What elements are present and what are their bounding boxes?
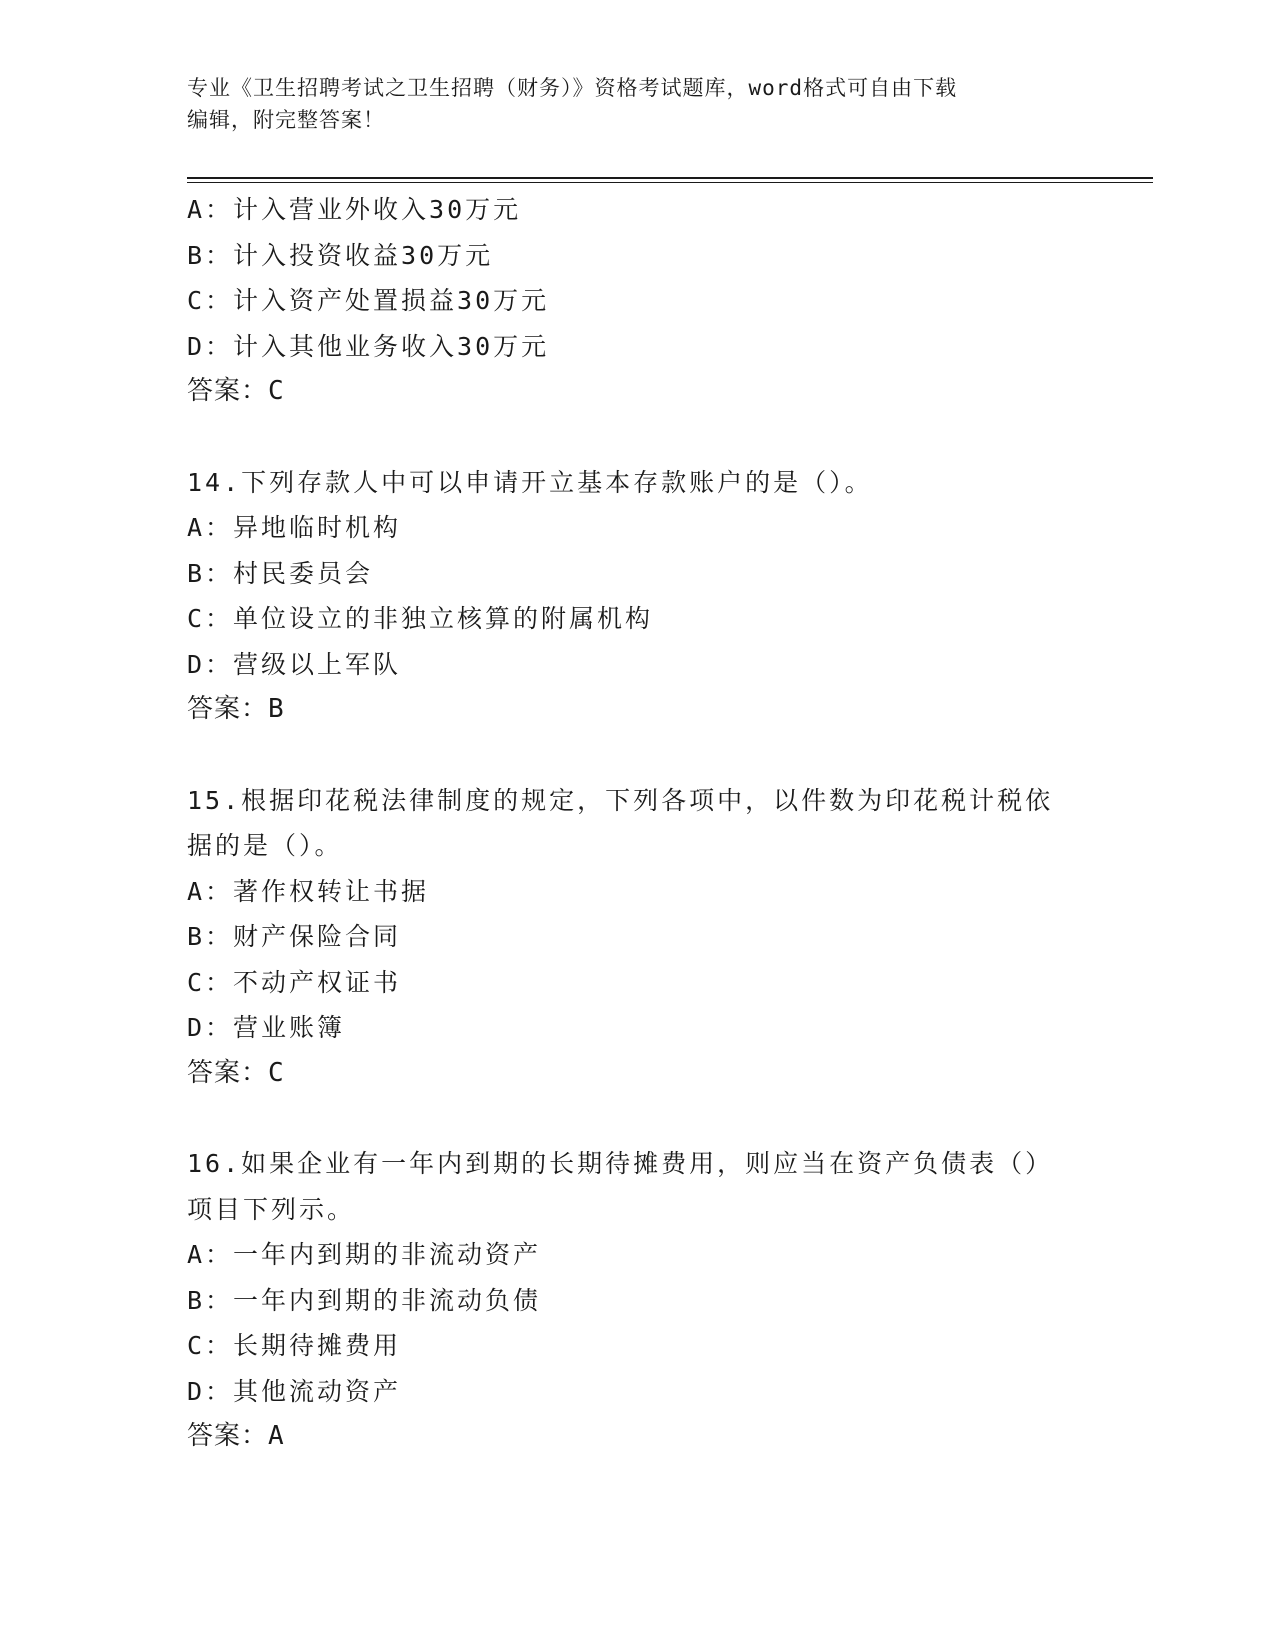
question-16 xyxy=(187,1141,1107,1460)
option-d: D：营级以上军队 xyxy=(187,649,402,679)
answer-label: 答案：C xyxy=(187,376,285,406)
question-stem-line: 16.如果企业有一年内到期的长期待摊费用，则应当在资产负债表（） xyxy=(187,1149,1054,1178)
question-spacer xyxy=(187,733,1107,778)
question-stem xyxy=(187,460,1107,506)
option-c: C：不动产权证书 xyxy=(187,967,402,997)
document-header xyxy=(187,72,1087,136)
option-a: A：异地临时机构 xyxy=(187,513,402,542)
option-a: A：计入营业外收入30万元 xyxy=(187,195,522,224)
question-15 xyxy=(187,778,1107,1097)
question-stem-line: 15.根据印花税法律制度的规定，下列各项中，以件数为印花税计税依 xyxy=(187,785,1054,815)
answer-label: 答案：B xyxy=(187,694,285,724)
document-body xyxy=(187,187,1107,1460)
option-b: B：财产保险合同 xyxy=(187,922,402,951)
question-14 xyxy=(187,460,1107,733)
header-divider-thin xyxy=(187,182,1153,183)
question-stem xyxy=(187,1141,1107,1232)
header-line-2: 编辑，附完整答案！ xyxy=(187,108,385,132)
question-stem xyxy=(187,778,1107,869)
question-13-continued xyxy=(187,187,1107,415)
option-c: C：长期待摊费用 xyxy=(187,1331,402,1360)
option-d: D：营业账簿 xyxy=(187,1013,346,1042)
option-d: D：计入其他业务收入30万元 xyxy=(187,331,550,361)
option-a: A：著作权转让书据 xyxy=(187,876,430,906)
header-line-1: 专业《卫生招聘考试之卫生招聘（财务）》资格考试题库，word格式可自由下载 xyxy=(187,76,958,100)
answer-label: 答案：A xyxy=(187,1421,285,1451)
question-spacer xyxy=(187,415,1107,460)
option-b: B：计入投资收益30万元 xyxy=(187,240,494,270)
option-a: A：一年内到期的非流动资产 xyxy=(187,1240,542,1269)
answer-label: 答案：C xyxy=(187,1057,285,1088)
option-b: B：村民委员会 xyxy=(187,558,374,588)
option-b: B：一年内到期的非流动负债 xyxy=(187,1285,542,1315)
question-stem-line: 14.下列存款人中可以申请开立基本存款账户的是（）。 xyxy=(187,467,873,497)
option-d: D：其他流动资产 xyxy=(187,1376,402,1406)
option-c: C：单位设立的非独立核算的附属机构 xyxy=(187,604,654,633)
header-divider-thick xyxy=(187,177,1153,179)
question-stem-line: 据的是（）。 xyxy=(187,831,343,860)
question-spacer xyxy=(187,1096,1107,1141)
question-stem-line: 项目下列示。 xyxy=(187,1194,356,1224)
option-c: C：计入资产处置损益30万元 xyxy=(187,286,550,315)
